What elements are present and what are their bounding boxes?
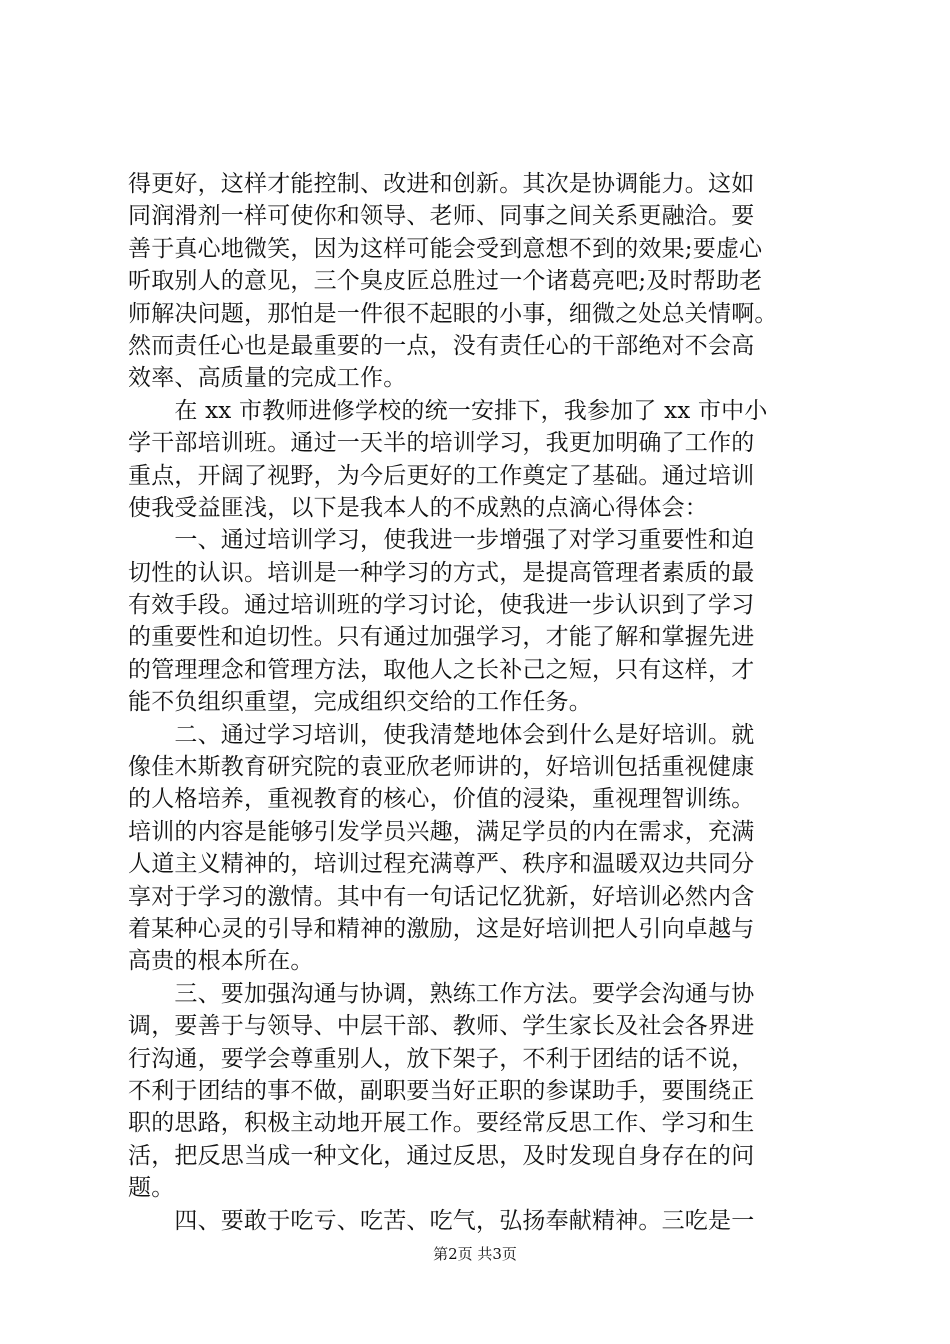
text-line: 调，要善于与领导、中层干部、教师、学生家长及社会各界进 bbox=[128, 1013, 755, 1040]
text-line: 像佳木斯教育研究院的袁亚欣老师讲的，好培训包括重视健康 bbox=[128, 754, 755, 781]
text-line: 同润滑剂一样可使你和领导、老师、同事之间关系更融洽。要 bbox=[128, 203, 755, 230]
text-line: 师解决问题，那怕是一件很不起眼的小事，细微之处总关情啊。 bbox=[128, 300, 778, 327]
text-line: 四、要敢于吃亏、吃苦、吃气，弘扬奉献精神。三吃是一 bbox=[128, 1207, 755, 1234]
page-number-footer: 第2页 共3页 bbox=[433, 1245, 517, 1263]
text-line: 学干部培训班。通过一天半的培训学习，我更加明确了工作的 bbox=[128, 430, 755, 457]
text-line: 重点，开阔了视野，为今后更好的工作奠定了基础。通过培训 bbox=[128, 462, 755, 489]
text-line: 善于真心地微笑，因为这样可能会受到意想不到的效果;要虚心 bbox=[128, 235, 763, 262]
text-line: 高贵的根本所在。 bbox=[128, 948, 314, 975]
text-line: 使我受益匪浅，以下是我本人的不成熟的点滴心得体会： bbox=[128, 494, 708, 521]
text-line: 的人格培养，重视教育的核心，价值的浸染，重视理智训练。 bbox=[128, 786, 755, 813]
text-line: 效率、高质量的完成工作。 bbox=[128, 365, 407, 392]
text-line: 三、要加强沟通与协调，熟练工作方法。要学会沟通与协 bbox=[128, 980, 755, 1007]
text-line: 切性的认识。培训是一种学习的方式，是提高管理者素质的最 bbox=[128, 559, 755, 586]
text-line: 职的思路，积极主动地开展工作。要经常反思工作、学习和生 bbox=[128, 1110, 755, 1137]
text-line: 然而责任心也是最重要的一点，没有责任心的干部绝对不会高 bbox=[128, 332, 755, 359]
text-line: 行沟通，要学会尊重别人，放下架子，不利于团结的话不说， bbox=[128, 1045, 755, 1072]
text-line: 一、通过培训学习，使我进一步增强了对学习重要性和迫 bbox=[128, 527, 755, 554]
text-line: 在 xx 市教师进修学校的统一安排下，我参加了 xx 市中小 bbox=[128, 397, 768, 424]
text-line: 活，把反思当成一种文化，通过反思，及时发现自身存在的问 bbox=[128, 1142, 755, 1169]
text-line: 不利于团结的事不做，副职要当好正职的参谋助手，要围绕正 bbox=[128, 1077, 755, 1104]
text-line: 培训的内容是能够引发学员兴趣，满足学员的内在需求，充满 bbox=[128, 818, 755, 845]
text-line: 有效手段。通过培训班的学习讨论，使我进一步认识到了学习 bbox=[128, 592, 755, 619]
text-line: 的重要性和迫切性。只有通过加强学习，才能了解和掌握先进 bbox=[128, 624, 755, 651]
text-line: 能不负组织重望，完成组织交给的工作任务。 bbox=[128, 689, 592, 716]
text-line: 的管理理念和管理方法，取他人之长补己之短，只有这样，才 bbox=[128, 656, 755, 683]
text-line: 二、通过学习培训，使我清楚地体会到什么是好培训。就 bbox=[128, 721, 755, 748]
text-line: 听取别人的意见，三个臭皮匠总胜过一个诸葛亮吧;及时帮助老 bbox=[128, 268, 763, 295]
text-line: 着某种心灵的引导和精神的激励，这是好培训把人引向卓越与 bbox=[128, 915, 755, 942]
document-body bbox=[128, 168, 828, 1237]
text-line: 享对于学习的激情。其中有一句话记忆犹新，好培训必然内含 bbox=[128, 883, 755, 910]
text-line: 题。 bbox=[128, 1175, 175, 1202]
text-line: 得更好，这样才能控制、改进和创新。其次是协调能力。这如 bbox=[128, 171, 755, 197]
text-line: 人道主义精神的，培训过程充满尊严、秩序和温暖双边共同分 bbox=[128, 851, 755, 878]
